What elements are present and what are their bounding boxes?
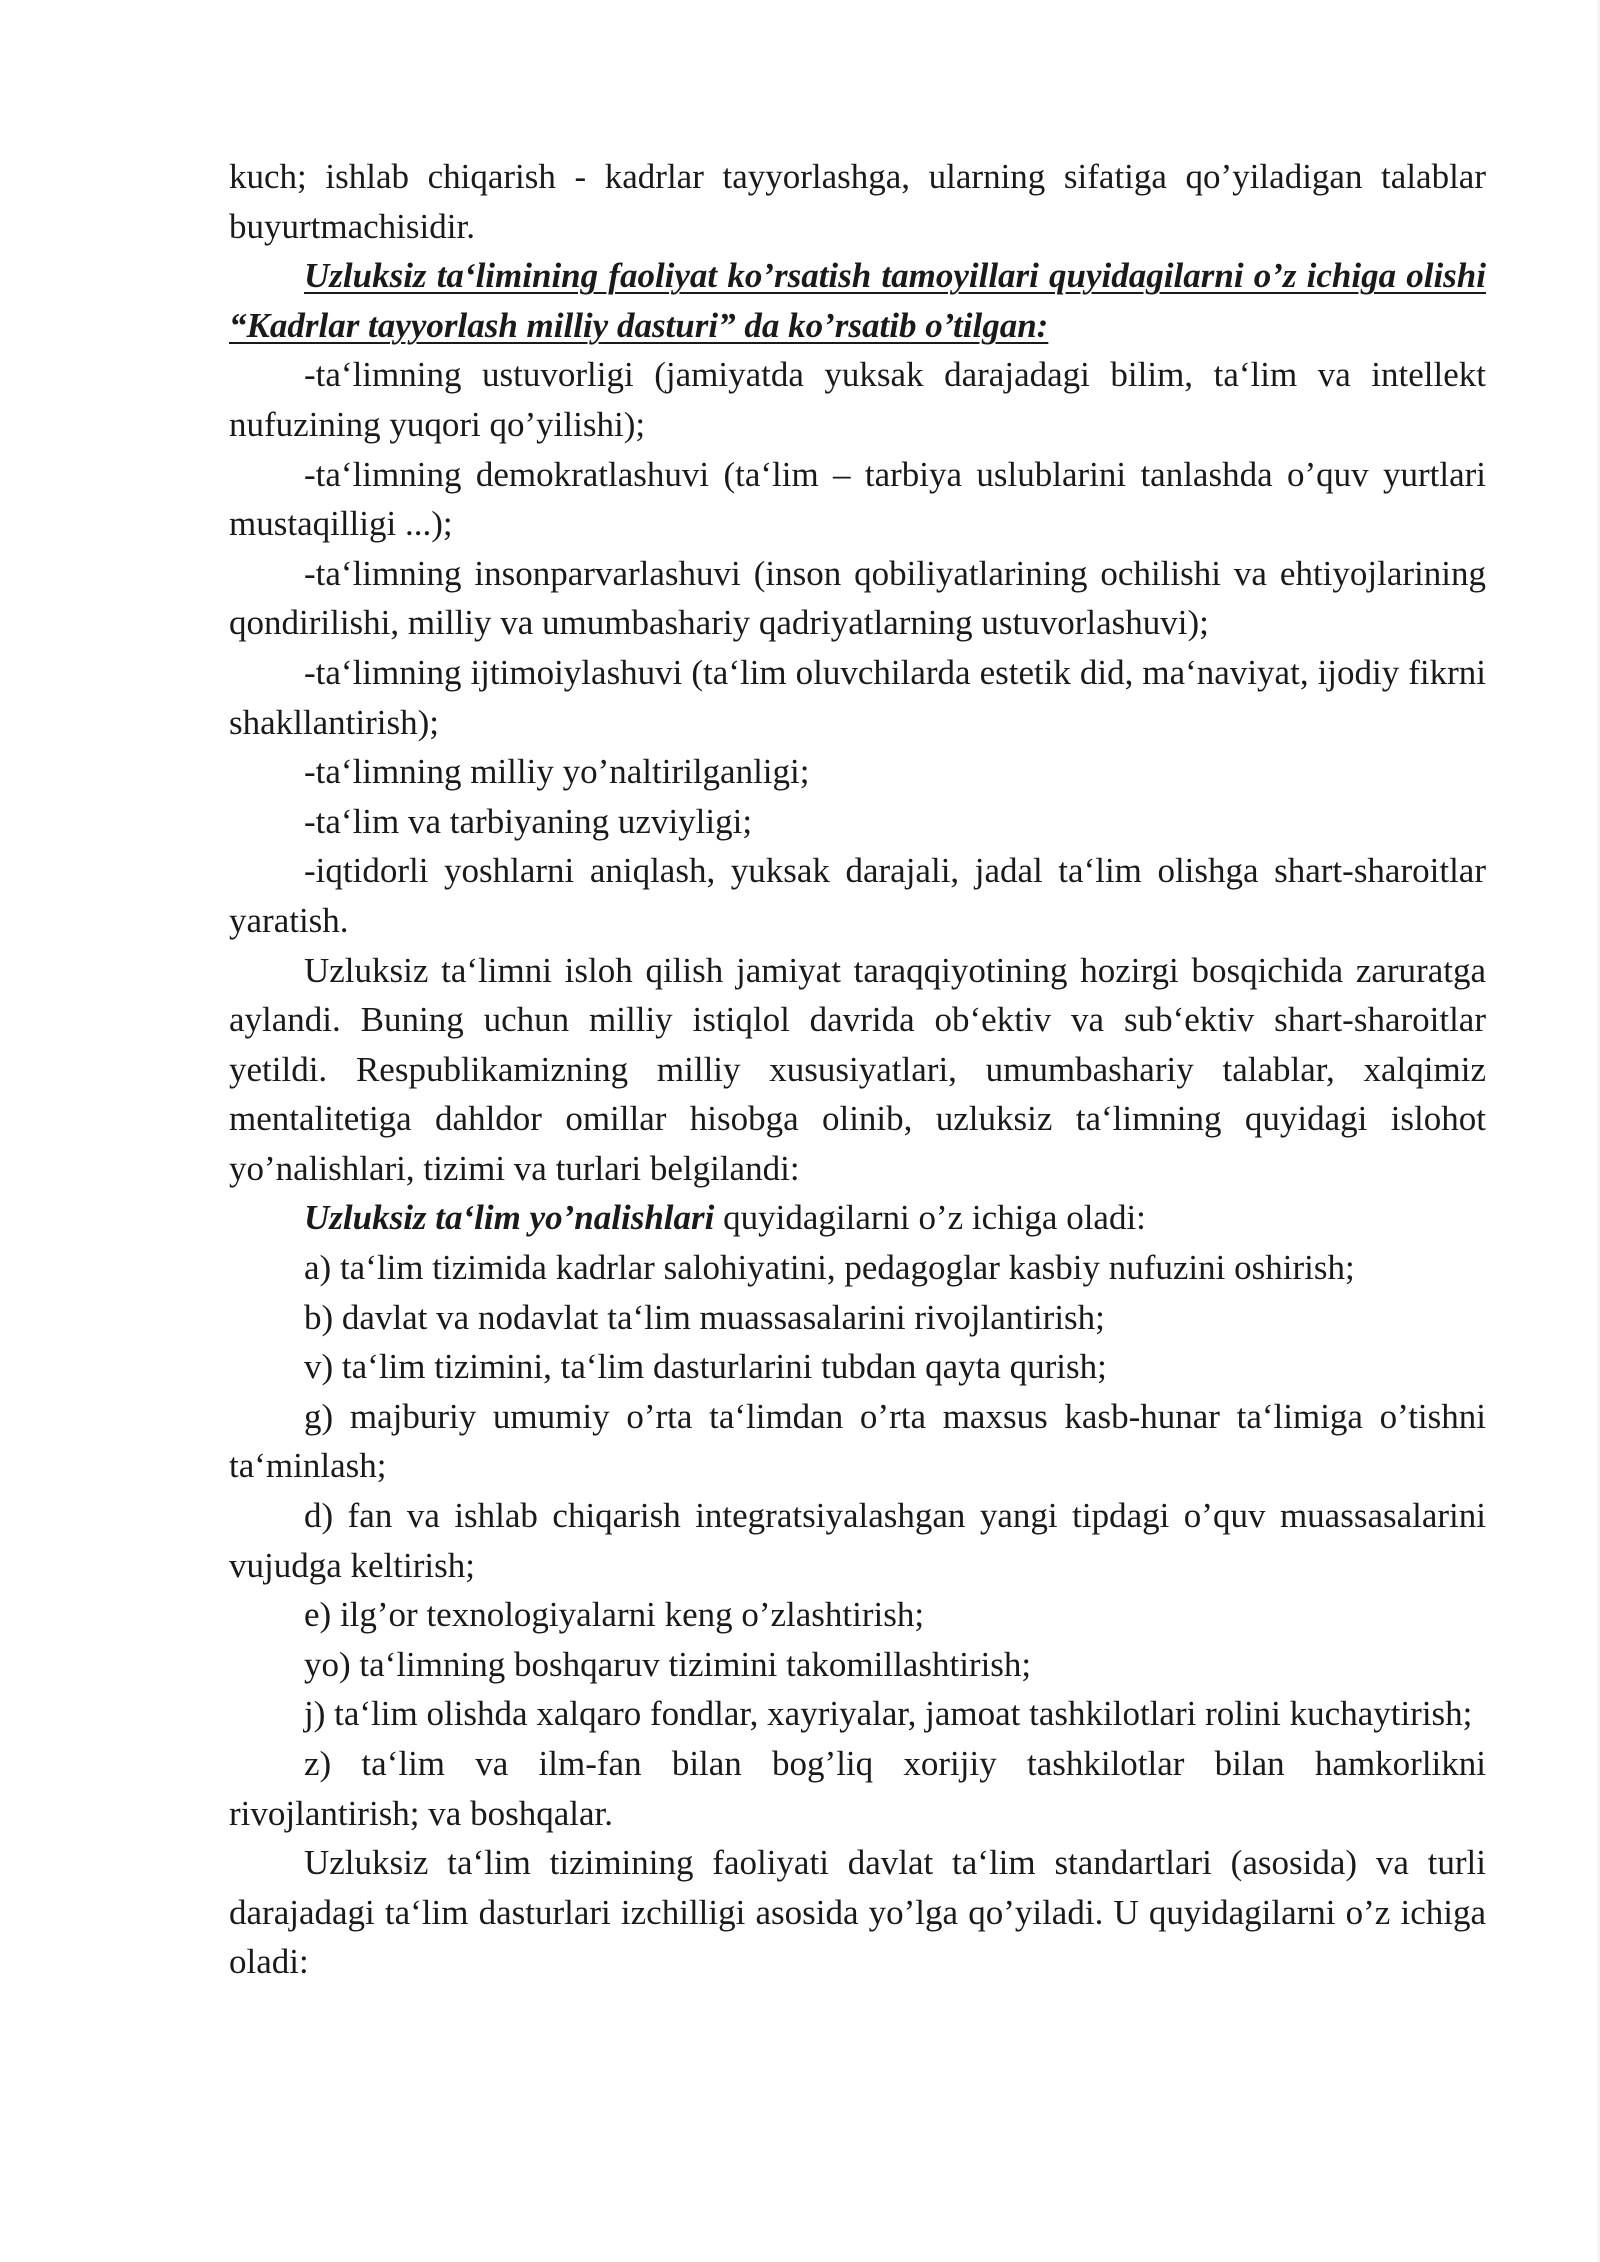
paragraph-reform: Uzluksiz ta‘limni isloh qilish jamiyat taraqqiyotining hozirgi bosqichida zaruratga aylandi. Buning uchun milliy istiqlol davrida ob‘ektiv va sub‘ektiv shart-sharoitlar yetildi. Respublikamizning milliy xususiyatlari, umumbashariy talablar, xalqimiz mentalitetiga dahldor omillar hisobga olinib, uzluksiz ta‘limning quyidagi islohot yo’nalishlari, tizimi va turlari belgilandi: bbox=[229, 950, 1486, 1188]
list-item-b: b) davlat va nodavlat ta‘lim muassasalarini rivojlantirish; bbox=[304, 1297, 1105, 1337]
list-item-socialization: -ta‘limning ijtimoiylashuvi (ta‘lim oluvchilarda estetik did, ma‘naviyat, ijodiy fikrni shakllantirish); bbox=[229, 652, 1486, 742]
paragraph-standards: Uzluksiz ta‘lim tizimining faoliyati davlat ta‘lim standartlari (asosida) va turli darajadagi ta‘lim dasturlari izchilligi asosida yo’lga qo’yiladi. U quyidagilarni o’z ichiga oladi: bbox=[229, 1843, 1486, 1982]
document-page bbox=[229, 152, 1486, 1987]
list-item-g: g) majburiy umumiy o’rta ta‘limdan o’rta maxsus kasb-hunar ta‘limiga o’tishni ta‘minlash; bbox=[229, 1396, 1486, 1486]
list-item-z: z) ta‘lim va ilm-fan bilan bog’liq xorijiy tashkilotlar bilan hamkorlikni rivojlantirish; va boshqalar. bbox=[229, 1744, 1486, 1833]
directions-rest: quyidagilarni o’z ichiga oladi: bbox=[714, 1198, 1146, 1238]
directions-lead: Uzluksiz ta‘lim yo’nalishlari bbox=[304, 1198, 715, 1238]
list-item-national-orientation: -ta‘limning milliy yo’naltirilganligi; bbox=[304, 752, 810, 792]
paragraph-directions-intro bbox=[229, 1193, 1486, 1243]
section-heading-principles bbox=[229, 251, 1486, 350]
list-item-priority: -ta‘limning ustuvorligi (jamiyatda yuksak darajadagi bilim, ta‘lim va intellekt nufuzining yuqori qo’yilishi); bbox=[229, 355, 1486, 444]
list-item-gifted-youth: -iqtidorli yoshlarni aniqlash, yuksak darajali, jadal ta‘lim olishga shart-sharoitlar yaratish. bbox=[229, 851, 1486, 940]
page-edge-shadow bbox=[1596, 0, 1600, 2262]
list-item-v: v) ta‘lim tizimini, ta‘lim dasturlarini tubdan qayta qurish; bbox=[304, 1347, 1107, 1387]
list-item-democratization: -ta‘limning demokratlashuvi (ta‘lim – tarbiya uslublarini tanlashda o’quv yurtlari mustaqilligi ...); bbox=[229, 454, 1486, 544]
heading-text: Uzluksiz ta‘limining faoliyat ko’rsatish tamoyillari quyidagilarni o’z ichiga olishi “Kadrlar tayyorlash milliy dasturi” da ko’rsatib o’tilgan: bbox=[229, 256, 1486, 345]
list-item-e: e) ilg’or texnologiyalarni keng o’zlashtirish; bbox=[304, 1595, 925, 1635]
list-item-j: j) ta‘lim olishda xalqaro fondlar, xayriyalar, jamoat tashkilotlari rolini kuchaytirish; bbox=[304, 1694, 1473, 1734]
list-item-humanization: -ta‘limning insonparvarlashuvi (inson qobiliyatlarining ochilishi va ehtiyojlarining qondirilishi, milliy va umumbashariy qadriyatlarning ustuvorlashuvi); bbox=[229, 553, 1486, 643]
list-item-yo: yo) ta‘limning boshqaruv tizimini takomillashtirish; bbox=[304, 1644, 1032, 1684]
list-item-a: a) ta‘lim tizimida kadrlar salohiyatini, pedagoglar kasbiy nufuzini oshirish; bbox=[304, 1248, 1355, 1288]
list-item-d: d) fan va ishlab chiqarish integratsiyalashgan yangi tipdagi o’quv muassasalarini vujudga keltirish; bbox=[229, 1496, 1486, 1585]
paragraph-continuation: kuch; ishlab chiqarish - kadrlar tayyorlashga, ularning sifatiga qo’yiladigan talablar buyurtmachisidir. bbox=[229, 157, 1486, 246]
list-item-continuity: -ta‘lim va tarbiyaning uzviyligi; bbox=[304, 801, 753, 841]
